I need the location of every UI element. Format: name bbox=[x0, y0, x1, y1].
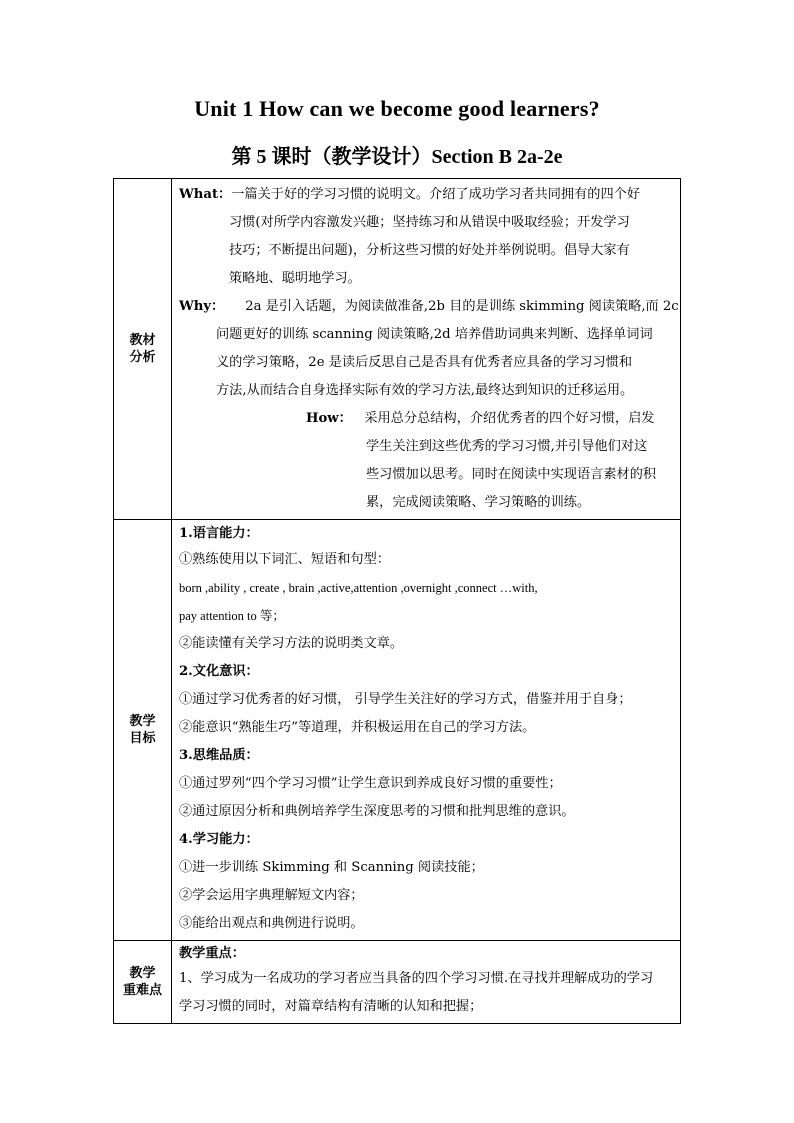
why-line: 义的学习策略，2e 是读后反思自己是否具有优秀者应具备的学习习惯和 bbox=[216, 355, 633, 370]
objective-line: ②通过原因分析和典例培养学生深度思考的习惯和批判思维的意识。 bbox=[179, 804, 575, 819]
document-title: Unit 1 How can we become good learners? bbox=[194, 96, 600, 121]
document-subtitle: 第 5 课时（教学设计）Section B 2a-2e bbox=[231, 146, 563, 168]
key-points-row bbox=[114, 941, 681, 1024]
objectives-label-line1: 教学 bbox=[129, 714, 156, 729]
key-points-line: 学习习惯的同时，对篇章结构有清晰的认知和把握； bbox=[179, 999, 483, 1014]
why-line: 问题更好的训练 scanning 阅读策略,2d 培养借助词典来判断、选择单词词 bbox=[216, 327, 653, 342]
what-label: What： bbox=[179, 187, 232, 202]
what-line: 一篇关于好的学习习惯的说明文。介绍了成功学习者共同拥有的四个好 bbox=[231, 187, 641, 202]
objective-heading: 2.文化意识： bbox=[179, 664, 259, 679]
how-line: 采用总分总结构，介绍优秀者的四个好习惯，启发 bbox=[364, 411, 655, 426]
objective-heading: 4.学习能力： bbox=[179, 832, 259, 847]
objective-line: ①通过罗列“四个学习习惯”让学生意识到养成良好习惯的重要性； bbox=[179, 776, 562, 791]
how-line: 些习惯加以思考。同时在阅读中实现语言素材的积 bbox=[366, 467, 657, 482]
objectives-label bbox=[114, 520, 172, 941]
key-points-label bbox=[114, 941, 172, 1024]
key-points-heading: 教学重点： bbox=[179, 946, 245, 961]
objectives-row bbox=[114, 520, 681, 941]
objective-heading: 1.语言能力： bbox=[179, 526, 259, 541]
objectives-content bbox=[172, 520, 681, 941]
key-points-label-line2: 重难点 bbox=[122, 983, 162, 998]
key-points-content bbox=[172, 941, 681, 1024]
how-label: How： bbox=[306, 411, 352, 426]
key-points-line: 1、学习成为一名成功的学习者应当具备的四个学习习惯.在寻找并理解成功的学习 bbox=[179, 971, 654, 986]
analysis-label-line2: 分析 bbox=[129, 350, 156, 365]
how-line: 累，完成阅读策略、学习策略的训练。 bbox=[366, 495, 591, 510]
lesson-plan-table bbox=[113, 178, 681, 1024]
objective-line: ③能给出观点和典例进行说明。 bbox=[179, 916, 364, 931]
analysis-row bbox=[114, 179, 681, 520]
objective-line: ②学会运用字典理解短文内容； bbox=[179, 888, 364, 903]
why-line: 2a 是引入话题，为阅读做准备,2b 目的是训练 skimming 阅读策略,而 2c bbox=[245, 299, 679, 314]
objective-line: ①熟练使用以下词汇、短语和句型： bbox=[179, 552, 390, 567]
objective-heading: 3.思维品质： bbox=[179, 748, 259, 763]
analysis-label-line1: 教材 bbox=[129, 333, 156, 348]
why-label: Why： bbox=[179, 299, 225, 314]
objective-line: born ,ability , create , brain ,active,attention ,overnight ,connect …with, bbox=[179, 581, 538, 595]
analysis-label bbox=[114, 179, 172, 520]
objective-line: pay attention to 等； bbox=[179, 609, 285, 623]
what-line: 策略地、聪明地学习。 bbox=[229, 271, 361, 286]
analysis-content bbox=[172, 179, 681, 520]
key-points-label-line1: 教学 bbox=[129, 966, 156, 981]
what-line: 技巧；不断提出问题)，分析这些习惯的好处并举例说明。倡导大家有 bbox=[229, 243, 630, 258]
objective-line: ②能意识“熟能生巧”等道理，并积极运用在自己的学习方法。 bbox=[179, 720, 536, 735]
objective-line: ①通过学习优秀者的好习惯， 引导学生关注好的学习方式，借鉴并用于自身； bbox=[179, 692, 632, 707]
objective-line: ①进一步训练 Skimming 和 Scanning 阅读技能； bbox=[179, 860, 484, 875]
how-line: 学生关注到这些优秀的学习习惯,并引导他们对这 bbox=[366, 439, 648, 454]
what-line: 习惯(对所学内容激发兴趣；坚持练习和从错误中吸取经验；开发学习 bbox=[229, 215, 630, 230]
objectives-label-line2: 目标 bbox=[129, 731, 156, 746]
why-line: 方法,从而结合自身选择实际有效的学习方法,最终达到知识的迁移运用。 bbox=[216, 383, 634, 398]
objective-line: ②能读懂有关学习方法的说明类文章。 bbox=[179, 636, 404, 651]
